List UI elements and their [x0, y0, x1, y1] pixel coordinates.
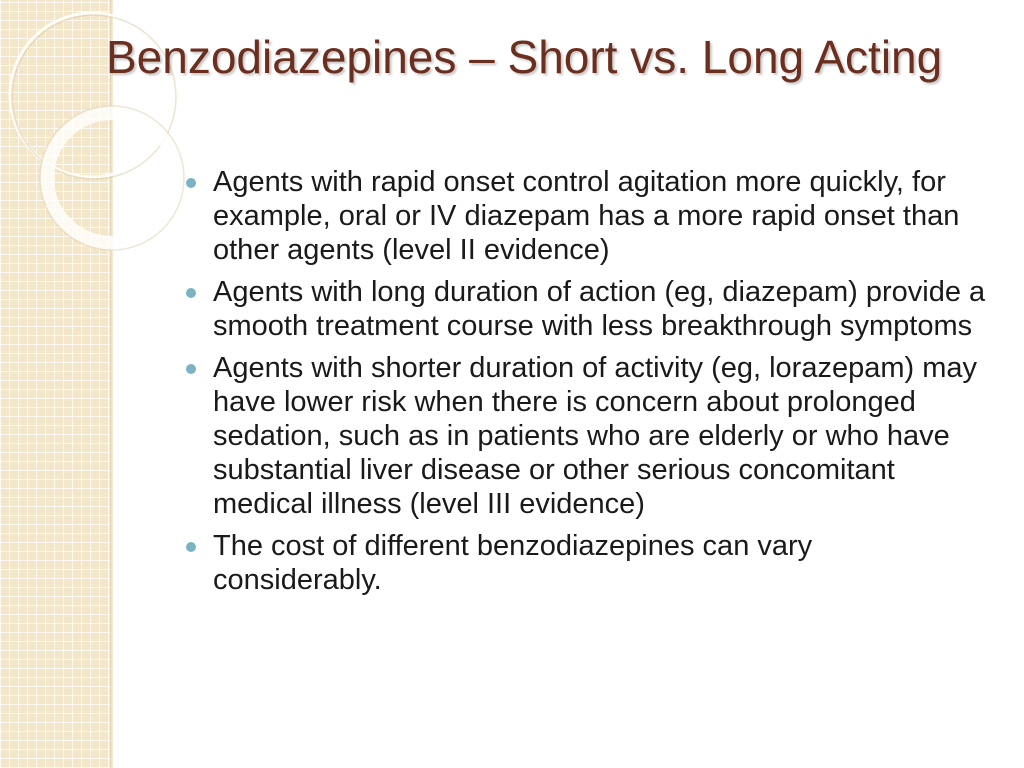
bullet-item	[186, 165, 986, 267]
bullet-dot-icon	[186, 178, 196, 188]
bullet-text: Agents with rapid onset control agitation more quickly, for example, oral or IV diazepam has a more rapid onset than other agents (level II evidence)	[213, 166, 960, 266]
bullet-text: The cost of different benzodiazepines can vary considerably.	[213, 530, 813, 596]
bullet-text: Agents with long duration of action (eg, diazepam) provide a smooth treatment course with less breakthrough symptoms	[213, 276, 986, 342]
bullet-item	[186, 275, 986, 343]
ring-inner	[47, 113, 177, 243]
ring-inner-shadow	[40, 106, 184, 250]
bullet-dot-icon	[186, 288, 196, 298]
slide-title: Benzodiazepines – Short vs. Long Acting	[106, 31, 943, 83]
bullet-list	[186, 165, 986, 605]
bullet-text: Agents with shorter duration of activity (eg, lorazepam) may have lower risk when there is concern about prolonged sedation, such as in patients who are elderly or who have substantial liver disease or other serious concomitant medical illness (level III evidence)	[213, 352, 977, 520]
bullet-dot-icon	[186, 542, 196, 552]
bullet-dot-icon	[186, 364, 196, 374]
bullet-item	[186, 351, 986, 521]
bullet-item	[186, 529, 986, 597]
